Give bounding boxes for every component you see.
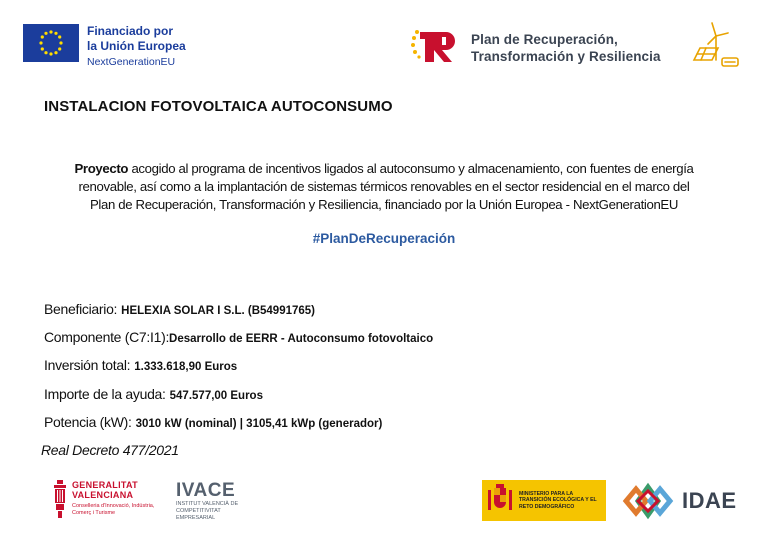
paragraph-lead: Proyecto xyxy=(74,161,129,176)
field-beneficiario xyxy=(44,301,315,319)
paragraph-line-1: acogido al programa de incentivos ligados al autoconsumo y almacenamiento, con fuentes de energía xyxy=(128,161,694,176)
eu-funding-logo xyxy=(23,24,186,70)
hashtag-link[interactable]: #PlanDeRecuperación xyxy=(312,231,456,246)
plan-line-1: Plan de Recuperación, xyxy=(471,32,618,47)
ivace-logo xyxy=(176,481,256,522)
project-description xyxy=(36,160,732,214)
field-label: Beneficiario: xyxy=(44,301,118,317)
page-title: INSTALACION FOTOVOLTAICA AUTOCONSUMO xyxy=(44,98,393,115)
field-value: 547.577,00 Euros xyxy=(169,390,263,402)
field-label: Potencia (kW): xyxy=(44,414,132,430)
field-inversion xyxy=(44,357,237,375)
field-label: Componente (C7:I1): xyxy=(44,329,170,345)
generalitat-logo xyxy=(52,480,162,518)
field-potencia xyxy=(44,414,382,432)
eu-line-1: Financiado por xyxy=(87,24,174,38)
generalitat-crest-icon xyxy=(52,480,68,518)
idae-logo xyxy=(618,481,737,521)
solar-wind-icon xyxy=(688,20,742,72)
spain-coat-of-arms-icon xyxy=(487,484,513,517)
gva-line-2: VALENCIANA xyxy=(72,490,134,500)
paragraph-line-2: renovable, así como a la implantación de sistemas térmicos renovables en el sector residencial en el marco del xyxy=(78,179,690,194)
eu-flag-icon xyxy=(23,24,79,62)
ivace-subtitle: INSTITUT VALENCIÀ DE COMPETITIVITAT EMPRESARIAL xyxy=(176,501,239,521)
field-value: 1.333.618,90 Euros xyxy=(134,361,238,373)
field-label: Inversión total: xyxy=(44,357,131,373)
field-ayuda xyxy=(44,386,263,404)
field-value: 3010 kW (nominal) | 3105,41 kWp (generador) xyxy=(135,418,383,430)
eu-line-2: la Unión Europea xyxy=(87,39,186,53)
eu-line-3: NextGenerationEU xyxy=(87,56,176,68)
idae-name: IDAE xyxy=(682,488,737,513)
field-componente xyxy=(44,329,433,347)
field-label: Importe de la ayuda: xyxy=(44,386,166,402)
decree-reference: Real Decreto 477/2021 xyxy=(41,442,179,458)
prtr-logo-icon xyxy=(410,26,462,70)
paragraph-line-3: Plan de Recuperación, Transformación y Resiliencia, financiado por la Unión Europea - NextGenerationEU xyxy=(89,197,679,212)
plan-line-2: Transformación y Resiliencia xyxy=(471,49,661,64)
ministerio-logo xyxy=(482,480,606,521)
gva-line-1: GENERALITAT xyxy=(72,480,138,490)
field-value: HELEXIA SOLAR I S.L. (B54991765) xyxy=(121,305,316,317)
gva-line-3: Conselleria d'Innovació, Indústria, Comerç i Turisme xyxy=(72,503,155,516)
idae-mark-icon xyxy=(618,481,678,521)
prtr-logo xyxy=(410,26,661,70)
ministerio-text: MINISTERIO PARA LA TRANSICIÓN ECOLÓGICA Y EL RETO DEMOGRÁFICO xyxy=(519,490,597,510)
ivace-name: IVACE xyxy=(176,480,236,501)
field-value: Desarrollo de EERR - Autoconsumo fotovoltaico xyxy=(169,333,434,345)
